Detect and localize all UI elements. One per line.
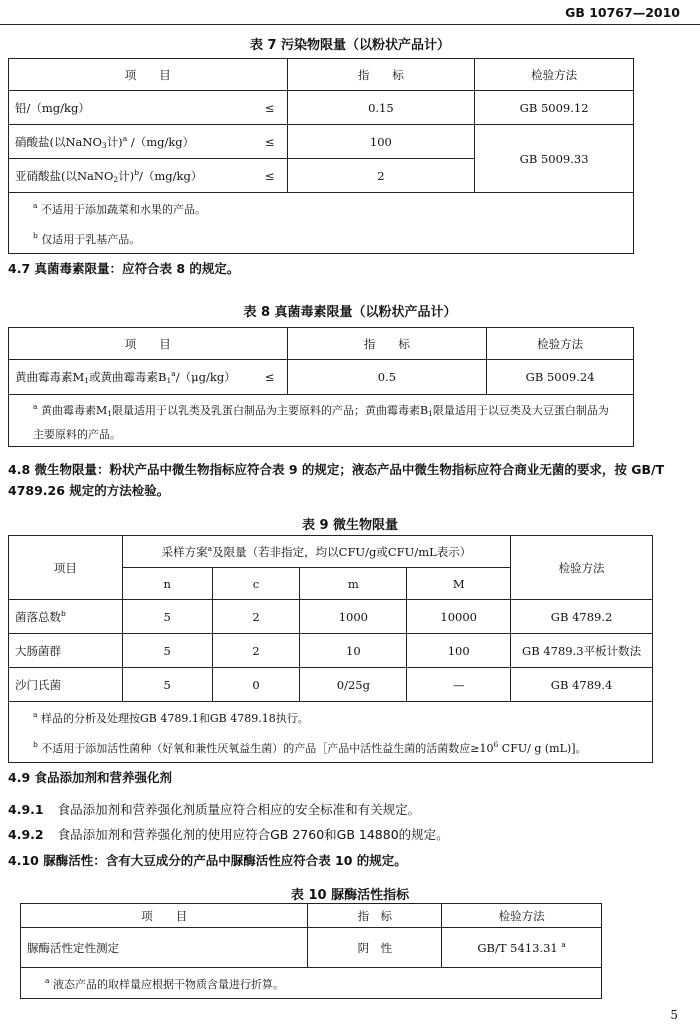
header-rule bbox=[0, 24, 700, 25]
table7-notes bbox=[9, 193, 634, 254]
table7-row-nitrate: 硝酸盐(以NaNO$_3$计)$^a$ /（mg/kg） ≤ bbox=[9, 125, 288, 159]
cell: GB 4789.3平板计数法 bbox=[511, 634, 653, 668]
table9-title: 表 9 微生物限量 bbox=[301, 518, 399, 533]
table8-head-method: 检验方法 bbox=[487, 328, 634, 360]
footnote-a: $^a$ 不适用于添加蔬菜和水果的产品。 bbox=[33, 201, 206, 216]
cell: 100 bbox=[407, 634, 511, 668]
table8-head-limit: 指 标 bbox=[287, 328, 487, 360]
section-4-8: 4.8 微生物限量：粉状产品中微生物指标应符合表 9 的规定；液态产品中微生物指标应符合商业无菌的要求，按 GB/T 4789.26 规定的方法检验。 bbox=[8, 462, 665, 498]
table10-title: 表 10 脲酶活性指标 bbox=[290, 888, 410, 903]
le-sign: ≤ bbox=[264, 134, 275, 149]
table8-value: 0.5 bbox=[287, 360, 487, 395]
table7-row-lead: 铅/（mg/kg） ≤ bbox=[9, 91, 288, 125]
cell: 2 bbox=[212, 634, 300, 668]
standard-code: GB 10767—2010 bbox=[565, 5, 680, 20]
table-row bbox=[9, 668, 653, 702]
table9-head-item: 项目 bbox=[9, 536, 123, 600]
cell: GB 4789.2 bbox=[511, 600, 653, 634]
table9-head-method: 检验方法 bbox=[511, 536, 653, 600]
cell: GB 4789.4 bbox=[511, 668, 653, 702]
table8-title: 表 8 真菌毒素限量（以粉状产品计） bbox=[243, 305, 457, 320]
table-row bbox=[9, 634, 653, 668]
section-4-7: 4.7 真菌毒素限量：应符合表 8 的规定。 bbox=[8, 261, 240, 276]
table7-lead-value: 0.15 bbox=[287, 91, 475, 125]
cell: 5 bbox=[122, 668, 212, 702]
table9-row1-name: 大肠菌群 bbox=[9, 634, 123, 668]
le-sign: ≤ bbox=[264, 168, 275, 183]
table7-head-limit: 指 标 bbox=[287, 59, 475, 91]
cell: 5 bbox=[122, 600, 212, 634]
footnote-a: $^a$ 样品的分析及处理按GB 4789.1和GB 4789.18执行。 bbox=[33, 710, 309, 725]
table9-row2-name: 沙门氏菌 bbox=[9, 668, 123, 702]
cell: — bbox=[407, 668, 511, 702]
table9 bbox=[8, 535, 653, 763]
cell: 10 bbox=[300, 634, 407, 668]
table10-head-method: 检验方法 bbox=[442, 904, 602, 928]
section-4-9-2: 4.9.2 食品添加剂和营养强化剂的使用应符合GB 2760和GB 14880的规定。 bbox=[8, 827, 449, 842]
table8 bbox=[8, 327, 634, 447]
cell: 0/25g bbox=[300, 668, 407, 702]
table9-head-plan: 采样方案$^a$及限量（若非指定，均以CFU/g或CFU/mL表示） bbox=[122, 536, 510, 568]
table9-col-n: n bbox=[122, 568, 212, 600]
table10-method: GB/T 5413.31 $^a$ bbox=[442, 928, 602, 968]
le-sign: ≤ bbox=[264, 370, 275, 384]
cell: 10000 bbox=[407, 600, 511, 634]
table8-head-item: 项 目 bbox=[9, 328, 288, 360]
section-4-9: 4.9 食品添加剂和营养强化剂 bbox=[8, 770, 172, 785]
table9-row0-name: 菌落总数$^b$ bbox=[9, 600, 123, 634]
section-4-9-1: 4.9.1 食品添加剂和营养强化剂质量应符合相应的安全标准和有关规定。 bbox=[8, 802, 421, 817]
table7-head-method: 检验方法 bbox=[475, 59, 634, 91]
table7-row-nitrite: 亚硝酸盐(以NaNO$_2$计)$^b$/（mg/kg） ≤ bbox=[9, 159, 288, 193]
cell: 5 bbox=[122, 634, 212, 668]
table7-title: 表 7 污染物限量（以粉状产品计） bbox=[249, 38, 451, 53]
table10-row-name: 脲酶活性定性测定 bbox=[21, 928, 308, 968]
table9-col-M: M bbox=[407, 568, 511, 600]
table10-head-item: 项 目 bbox=[21, 904, 308, 928]
page-number: 5 bbox=[670, 1008, 678, 1022]
table10-head-limit: 指 标 bbox=[308, 904, 442, 928]
table8-method: GB 5009.24 bbox=[487, 360, 634, 395]
section-4-10: 4.10 脲酶活性：含有大豆成分的产品中脲酶活性应符合表 10 的规定。 bbox=[8, 853, 407, 868]
footnote-b: $^b$ 仅适用于乳基产品。 bbox=[33, 231, 141, 246]
table9-col-m: m bbox=[300, 568, 407, 600]
footnote-b: $^b$ 不适用于添加活性菌种（好氧和兼性厌氧益生菌）的产品［产品中活性益生菌的活菌数应$\ge 10^6$ CFU/ g (mL)]。 bbox=[33, 740, 587, 755]
table7 bbox=[8, 58, 634, 254]
table10 bbox=[20, 903, 602, 999]
table7-head-item: 项 目 bbox=[9, 59, 288, 91]
table-row bbox=[9, 600, 653, 634]
table9-col-c: c bbox=[212, 568, 300, 600]
table7-lead-method: GB 5009.12 bbox=[475, 91, 634, 125]
table7-nitrite-value: 2 bbox=[287, 159, 475, 193]
cell: 0 bbox=[212, 668, 300, 702]
table10-note: $^a$ 液态产品的取样量应根据干物质含量进行折算。 bbox=[21, 968, 602, 999]
table9-notes bbox=[9, 702, 653, 763]
table7-nitrate-method: GB 5009.33 bbox=[475, 125, 634, 193]
table8-row-aflatoxin: 黄曲霉毒素$M_1$或黄曲霉毒素$B_1^a/(\mu g/kg)$ ≤ bbox=[9, 360, 288, 395]
table10-value: 阴 性 bbox=[308, 928, 442, 968]
cell: 1000 bbox=[300, 600, 407, 634]
table8-note: $^a$ 黄曲霉毒素$M_1$限量适用于以乳类及乳蛋白制品为主要原料的产品；黄曲霉毒素$B_1$限量适用于以豆类及大豆蛋白制品为主要原料的产品。 bbox=[9, 395, 634, 447]
table7-nitrate-value: 100 bbox=[287, 125, 475, 159]
le-sign: ≤ bbox=[264, 100, 275, 115]
cell: 2 bbox=[212, 600, 300, 634]
